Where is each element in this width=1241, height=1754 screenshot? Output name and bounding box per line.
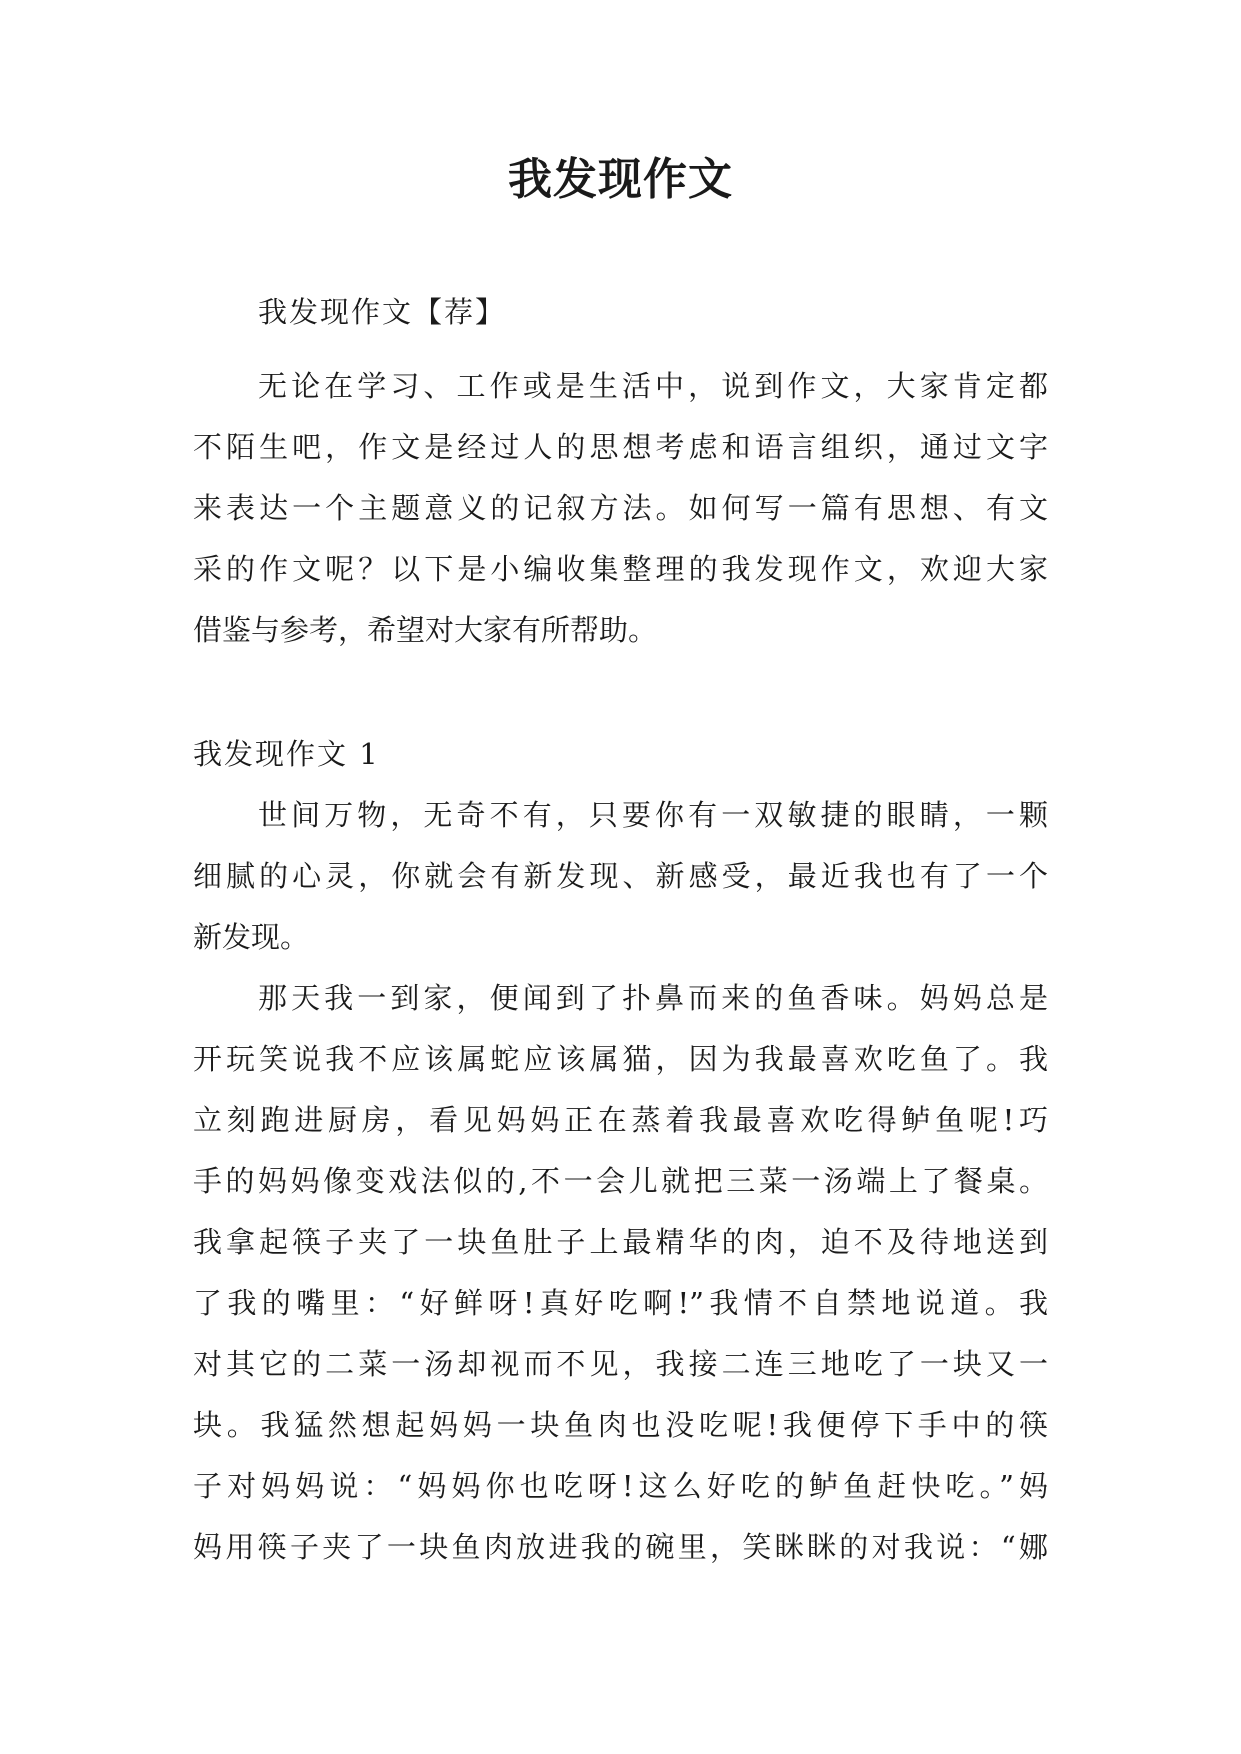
paragraph-line: 手的妈妈像变戏法似的,不一会儿就把三菜一汤端上了餐桌。 <box>193 1164 1048 1198</box>
paragraph-line: 了我的嘴里：“好鲜呀!真好吃啊!”我情不自禁地说道。我 <box>193 1286 1048 1320</box>
intro-paragraph <box>193 356 1048 661</box>
document-title: 我发现作文 <box>508 154 733 205</box>
paragraph-line: 立刻跑进厨房，看见妈妈正在蒸着我最喜欢吃得鲈鱼呢!巧 <box>193 1103 1048 1137</box>
paragraph-2 <box>193 968 1048 1578</box>
intro-line: 采的作文呢？以下是小编收集整理的我发现作文，欢迎大家 <box>193 552 1048 586</box>
section-heading: 我发现作文 1 <box>193 737 380 771</box>
paragraph-line: 新发现。 <box>193 920 310 954</box>
paragraph-line: 细腻的心灵，你就会有新发现、新感受，最近我也有了一个 <box>193 859 1048 893</box>
section-heading-block <box>193 724 1048 785</box>
document-subtitle: 我发现作文【荐】 <box>258 295 507 329</box>
paragraph-line: 对其它的二菜一汤却视而不见，我接二连三地吃了一块又一 <box>193 1347 1048 1381</box>
paragraph-line: 开玩笑说我不应该属蛇应该属猫，因为我最喜欢吃鱼了。我 <box>193 1042 1048 1076</box>
intro-line: 不陌生吧，作文是经过人的思想考虑和语言组织，通过文字 <box>193 430 1048 464</box>
paragraph-line: 子对妈妈说：“妈妈你也吃呀!这么好吃的鲈鱼赶快吃。”妈 <box>193 1469 1048 1503</box>
paragraph-line: 我拿起筷子夹了一块鱼肚子上最精华的肉，迫不及待地送到 <box>193 1225 1048 1259</box>
paragraph-line: 块。我猛然想起妈妈一块鱼肉也没吃呢!我便停下手中的筷 <box>193 1408 1048 1442</box>
intro-line: 来表达一个主题意义的记叙方法。如何写一篇有思想、有文 <box>193 491 1048 525</box>
paragraph-1 <box>193 785 1048 968</box>
paragraph-line: 那天我一到家，便闻到了扑鼻而来的鱼香味。妈妈总是 <box>258 981 1048 1015</box>
paragraph-line: 妈用筷子夹了一块鱼肉放进我的碗里，笑眯眯的对我说：“娜 <box>193 1530 1048 1564</box>
paragraph-line: 世间万物，无奇不有，只要你有一双敏捷的眼睛，一颗 <box>258 798 1048 832</box>
intro-line: 无论在学习、工作或是生活中，说到作文，大家肯定都 <box>258 369 1048 403</box>
intro-line: 借鉴与参考，希望对大家有所帮助。 <box>193 613 658 647</box>
